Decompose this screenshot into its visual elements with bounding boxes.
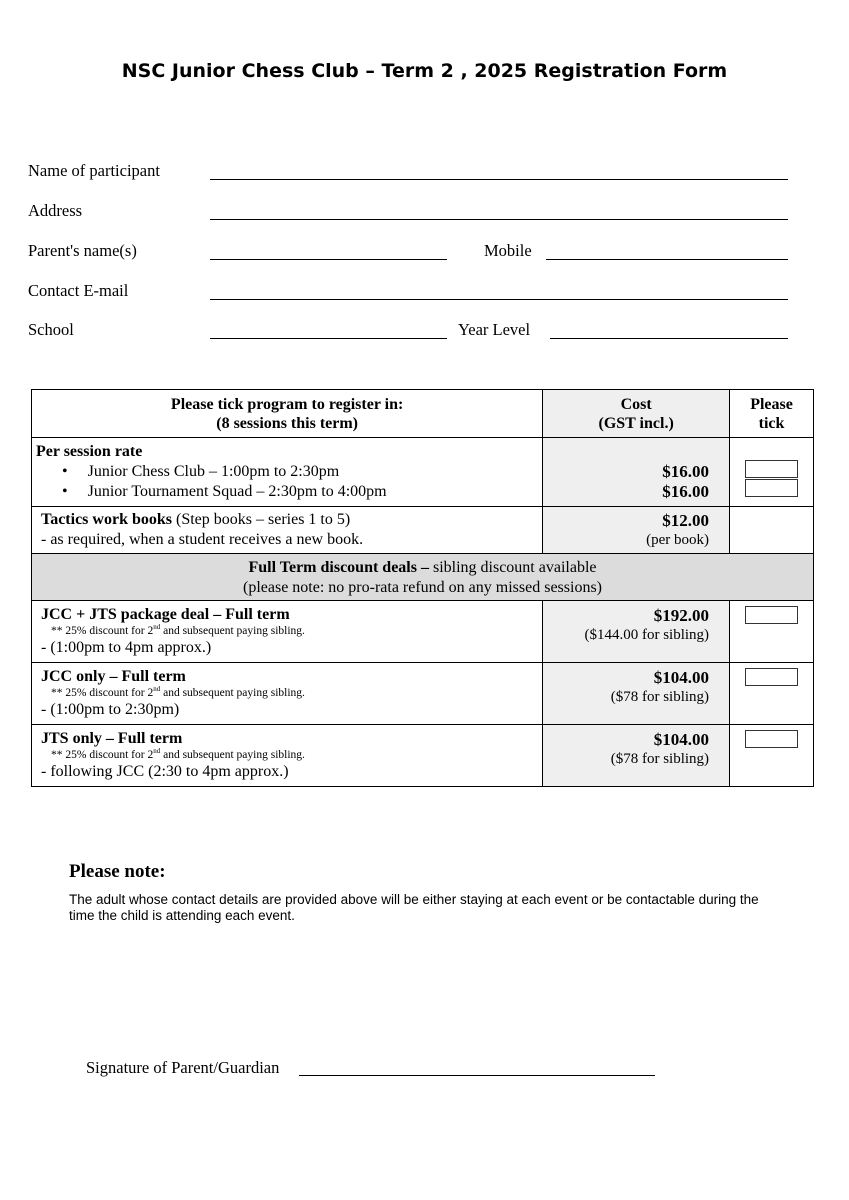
per-session-row: [32, 438, 814, 507]
package-cell: [32, 601, 543, 663]
email-label: Contact E-mail: [28, 281, 129, 300]
tactics-title: [41, 510, 542, 530]
participant-label: Name of participant: [28, 161, 160, 180]
package-note-sup: nd: [153, 685, 161, 694]
program-header: [32, 390, 543, 438]
email-line[interactable]: [210, 299, 788, 300]
program-header-line1: Please tick program to register in:: [170, 396, 404, 413]
per-session-price-cell: [543, 438, 730, 507]
signature-line[interactable]: [299, 1075, 655, 1076]
tick-box-jts-session[interactable]: [745, 479, 798, 497]
package-time: - (1:00pm to 4pm approx.): [41, 639, 212, 656]
discount-header-cell: [32, 554, 814, 601]
participant-line[interactable]: [210, 179, 788, 180]
package-note-post: and subsequent paying sibling.: [160, 687, 305, 699]
school-label: School: [28, 320, 74, 339]
price: $104.00: [653, 668, 710, 687]
mobile-label: Mobile: [484, 241, 532, 260]
tactics-title-bold: Tactics work books: [41, 511, 172, 528]
price: $104.00: [653, 730, 710, 749]
form-title: NSC Junior Chess Club – Term 2 , 2025 Registration Form: [121, 60, 728, 82]
note-text: The adult whose contact details are provided above will be either staying at each event or be contactable during the time the child is attending each event.: [69, 892, 759, 923]
package-note: [41, 625, 542, 638]
per-session-tick-cell: [730, 438, 814, 507]
package-tick-cell: [730, 725, 814, 787]
price: $16.00: [662, 462, 710, 481]
tactics-title-rest: (Step books – series 1 to 5): [171, 511, 351, 528]
package-row: [32, 601, 814, 663]
per-session-cell: [32, 438, 543, 507]
package-time: - (1:00pm to 2:30pm): [41, 701, 180, 718]
package-cell: [32, 663, 543, 725]
program-header-line2: (8 sessions this term): [216, 415, 358, 432]
package-tick-cell: [730, 663, 814, 725]
cost-header: [543, 390, 730, 438]
package-note-pre: ** 25% discount for 2: [51, 625, 154, 637]
package-price-cell: [543, 663, 730, 725]
discount-header-line1: [32, 558, 813, 578]
package-title: JCC + JTS package deal – Full term: [41, 606, 290, 623]
tick-header-line2: tick: [758, 415, 785, 432]
program-table: [31, 389, 814, 787]
tick-box-jts-full-term[interactable]: [745, 730, 798, 748]
package-note-post: and subsequent paying sibling.: [160, 625, 305, 637]
discount-header-rest: sibling discount available: [428, 559, 597, 576]
note-heading: Please note:: [69, 861, 166, 882]
package-title: JCC only – Full term: [41, 668, 186, 685]
address-line[interactable]: [210, 219, 788, 220]
package-note-sup: nd: [153, 623, 161, 632]
per-session-item-2: [36, 482, 542, 502]
per-session-item-label: Junior Tournament Squad – 2:30pm to 4:00pm: [87, 483, 387, 500]
package-time: - following JCC (2:30 to 4pm approx.): [41, 763, 289, 780]
bullet-icon: •: [62, 483, 68, 500]
package-note: [41, 687, 542, 700]
sibling-price: ($78 for sibling): [610, 689, 710, 705]
table-header-row: [32, 390, 814, 438]
package-note-post: and subsequent paying sibling.: [160, 749, 305, 761]
parents-line[interactable]: [210, 259, 447, 260]
package-note-pre: ** 25% discount for 2: [51, 687, 154, 699]
signature-label: Signature of Parent/Guardian: [86, 1058, 280, 1077]
package-note-pre: ** 25% discount for 2: [51, 749, 154, 761]
school-line[interactable]: [210, 338, 447, 339]
package-row: [32, 663, 814, 725]
tactics-row: [32, 507, 814, 554]
address-label: Address: [28, 201, 83, 220]
cost-header-line2: (GST incl.): [598, 415, 674, 432]
year-line[interactable]: [550, 338, 788, 339]
discount-header-row: [32, 554, 814, 601]
bullet-icon: •: [62, 463, 68, 480]
tick-box-jcc-session[interactable]: [745, 460, 798, 478]
tick-box-jcc-full-term[interactable]: [745, 668, 798, 686]
package-note: [41, 749, 542, 762]
package-cell: [32, 725, 543, 787]
tick-header-line1: Please: [750, 396, 793, 413]
package-note-sup: nd: [153, 747, 161, 756]
sibling-price: ($144.00 for sibling): [584, 627, 710, 643]
price: $12.00: [662, 511, 710, 530]
cost-header-line1: Cost: [620, 396, 652, 413]
tick-header: [730, 390, 814, 438]
tick-box-jcc-jts-full-term[interactable]: [745, 606, 798, 624]
price-note: (per book): [646, 532, 710, 548]
per-session-item-1: [36, 462, 542, 482]
package-tick-cell: [730, 601, 814, 663]
tactics-line2: - as required, when a student receives a new book.: [41, 531, 364, 548]
tactics-cell: [32, 507, 543, 554]
mobile-line[interactable]: [546, 259, 788, 260]
package-price-cell: [543, 601, 730, 663]
year-label: Year Level: [458, 320, 531, 339]
discount-header-bold: Full Term discount deals –: [248, 559, 429, 576]
price: $16.00: [662, 482, 710, 501]
price: $192.00: [653, 606, 710, 625]
package-price-cell: [543, 725, 730, 787]
tactics-price-cell: [543, 507, 730, 554]
per-session-item-label: Junior Chess Club – 1:00pm to 2:30pm: [87, 463, 340, 480]
parents-label: Parent's name(s): [28, 241, 137, 260]
package-title: JTS only – Full term: [41, 730, 183, 747]
sibling-price: ($78 for sibling): [610, 751, 710, 767]
tactics-tick-cell: [730, 507, 814, 554]
per-session-title: Per session rate: [36, 443, 143, 460]
discount-header-line2: (please note: no pro-rata refund on any missed sessions): [242, 579, 602, 596]
package-row: [32, 725, 814, 787]
